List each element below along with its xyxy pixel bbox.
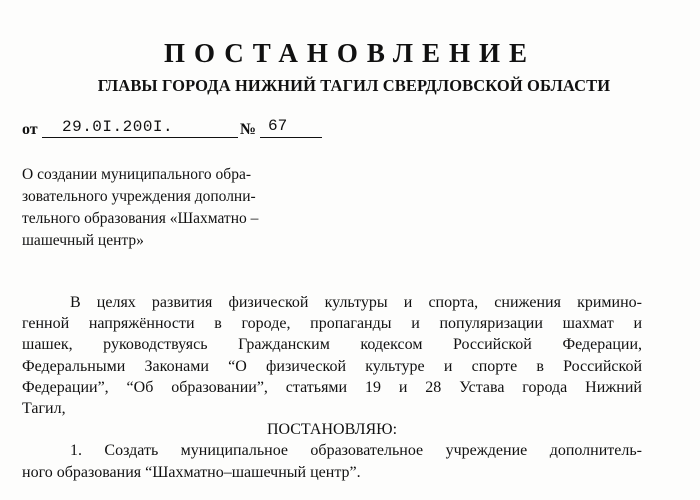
date-underline (42, 137, 238, 138)
subject-line: тельного образования «Шахматно – (22, 210, 259, 227)
body-line: ного образования “Шахматно–шашечный центр”. (22, 463, 361, 481)
body-line: Федерации”, “Об образовании”, статьями 19 и 28 Устава города Нижний (22, 378, 642, 396)
document-subtitle: ГЛАВЫ ГОРОДА НИЖНИЙ ТАГИЛ СВЕРДЛОВСКОЙ ОБЛАСТИ (97, 76, 611, 95)
number-underline (260, 137, 322, 138)
date-value: 29.0I.200I. (62, 118, 174, 136)
body-line: Федеральными Законами “О физической культуре и спорте в Российской (22, 357, 642, 375)
document-title: ПОСТАНОВЛЕНИЕ (163, 38, 537, 68)
resolve-heading: ПОСТАНОВЛЯЮ: (266, 421, 398, 439)
document-body (22, 292, 642, 483)
body-line: В целях развития физической культуры и спорта, снижения кримино- (70, 294, 642, 311)
subject-line: зовательного учреждения дополни- (22, 188, 256, 205)
body-line: Тагил, (22, 400, 66, 418)
body-line: 1. Создать муниципальное образовательное учреждение дополнитель- (70, 442, 642, 460)
date-label: от (22, 121, 38, 138)
subject-line: О создании муниципального обра- (22, 166, 251, 183)
number-value: 67 (268, 117, 288, 135)
date-number-line (22, 118, 322, 142)
body-line: шашек, руководствуясь Гражданским кодексом Российской Федерации, (22, 336, 642, 354)
document-subject (22, 164, 332, 252)
subject-line: шашечный центр» (22, 232, 144, 249)
body-line: генной напряжённости в городе, пропаганды и популяризации шахмат и (22, 315, 642, 333)
number-label: № (240, 121, 257, 138)
